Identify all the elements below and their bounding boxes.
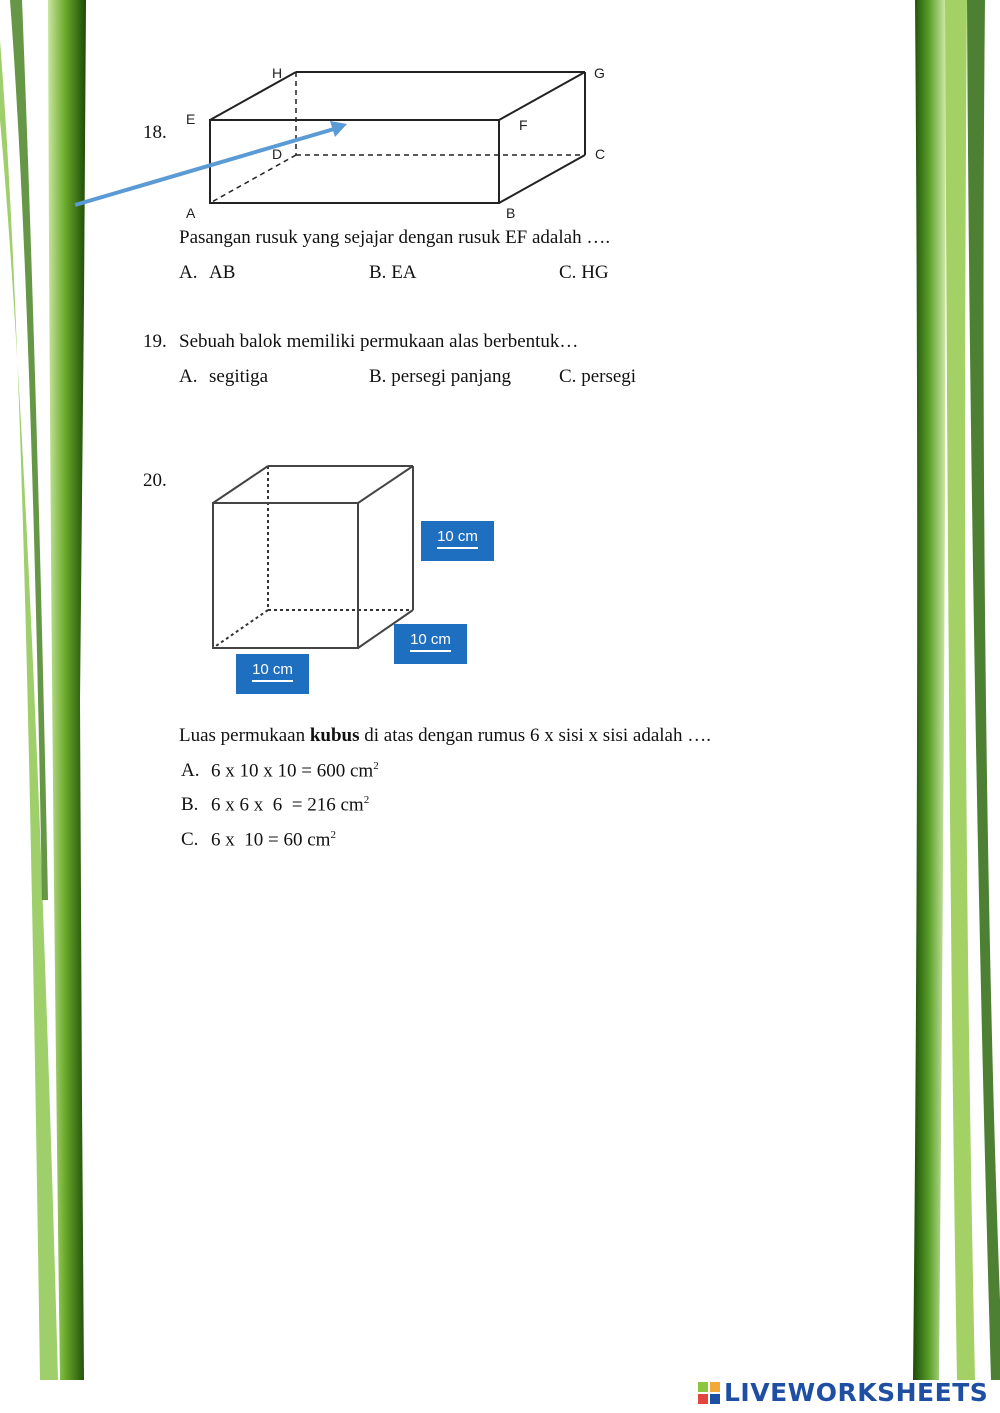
vertex-label-f: F — [519, 117, 528, 133]
dimension-label-height: 10 cm — [421, 521, 494, 561]
option-text: EA — [391, 262, 417, 283]
q19-option-b[interactable] — [369, 366, 511, 388]
q18-option-b[interactable] — [369, 262, 417, 284]
option-letter: A. — [179, 366, 198, 387]
dimension-label-depth: 10 cm — [394, 624, 467, 664]
option-letter: A. — [179, 262, 198, 283]
question-20-number: 20. — [143, 470, 167, 491]
q20-option-c[interactable]: C. 6 x 10 = 60 $cm^2$ — [181, 829, 336, 851]
q19-option-a[interactable] — [179, 366, 268, 388]
q20-option-a[interactable]: A. 6 x 10 x 10 = 600 $cm^2$ — [181, 760, 379, 782]
option-letter: B. — [369, 366, 387, 387]
option-text: persegi — [581, 366, 637, 387]
option-letter: C. — [181, 829, 199, 851]
option-letter: B. — [181, 794, 199, 816]
question-19-text: Sebuah balok memiliki permukaan alas berbentuk… — [179, 331, 579, 352]
dimension-label-width: 10 cm — [236, 654, 309, 694]
q18-option-a[interactable] — [179, 262, 235, 284]
option-text: AB — [209, 262, 236, 283]
right-leaf-decoration — [905, 0, 1000, 1413]
vertex-label-a: A — [186, 205, 196, 221]
vertex-label-h: H — [272, 65, 283, 81]
vertex-label-d: D — [272, 146, 283, 162]
option-text: 6 x 10 = 60 cm — [211, 829, 331, 851]
vertex-label-g: G — [594, 65, 605, 81]
liveworksheets-logo-text: LIVEWORKSHEETS — [724, 1378, 989, 1407]
vertex-label-c: C — [595, 146, 606, 162]
option-text: HG — [581, 262, 609, 283]
question-18-number: 18. — [143, 122, 167, 143]
cuboid-figure — [0, 55, 640, 230]
q18-option-c[interactable] — [559, 262, 609, 284]
option-text: 6 x 6 x 6 = 216 cm — [211, 794, 364, 816]
option-letter: A. — [181, 760, 200, 782]
option-letter: B. — [369, 262, 387, 283]
option-letter: C. — [559, 262, 577, 283]
vertex-label-e: E — [186, 111, 196, 127]
question-20-text: Luas permukaan kubus di atas dengan rumus 6 x sisi x sisi adalah …. — [179, 725, 711, 746]
question-20-keyword: kubus — [309, 725, 360, 746]
question-19-number: 19. — [143, 331, 167, 352]
option-text: segitiga — [209, 366, 269, 387]
q19-option-c[interactable] — [559, 366, 636, 388]
option-letter: C. — [559, 366, 577, 387]
vertex-label-b: B — [506, 205, 516, 221]
liveworksheets-logo-icon — [698, 1382, 720, 1404]
question-18-text: Pasangan rusuk yang sejajar dengan rusuk EF adalah …. — [179, 227, 611, 248]
option-text: 6 x 10 x 10 = 600 cm — [211, 760, 374, 782]
q20-option-b[interactable]: B. 6 x 6 x 6 = 216 $cm^2$ — [181, 794, 370, 816]
option-text: persegi panjang — [391, 366, 511, 387]
